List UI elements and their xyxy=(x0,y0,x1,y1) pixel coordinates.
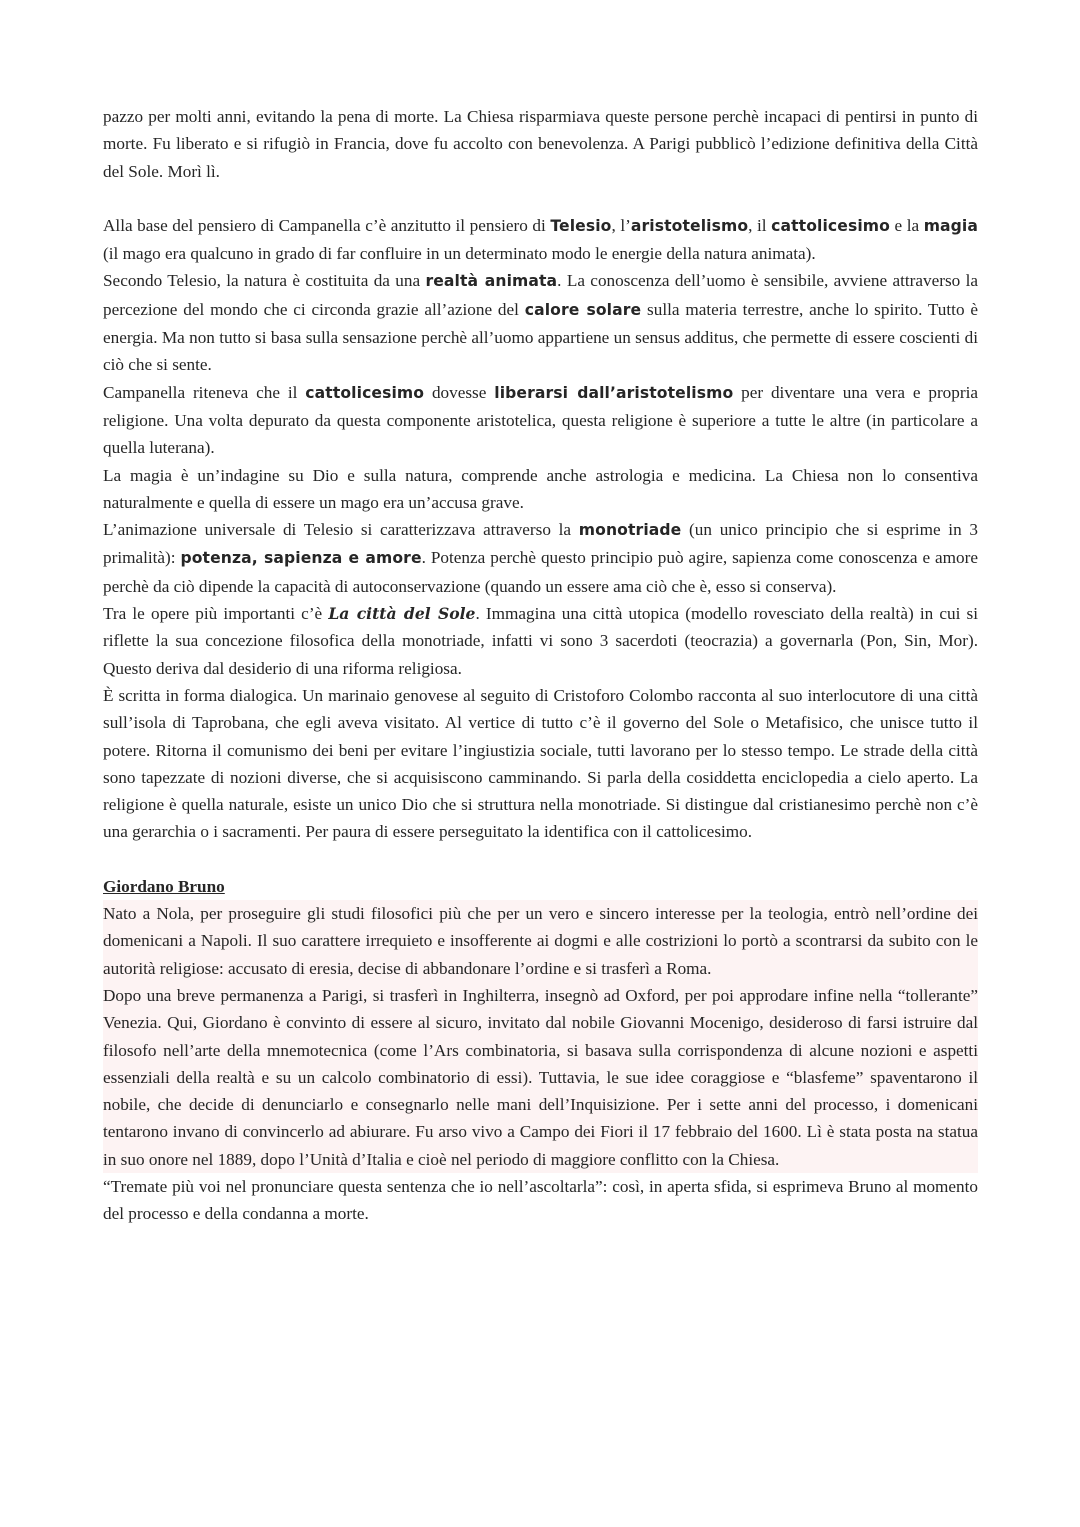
paragraph-bruno-viaggi: Dopo una breve permanenza a Parigi, si trasferì in Inghilterra, insegnò ad Oxford, per poi approdare infine nella “tollerante” Venezia. Qui, Giordano è convinto di essere al sicuro, invitato dal nobile Giovanni Mocenigo, desideroso di farsi istruire dal filosofo nell’arte della mnemotecnica (come l’Ars combinatoria, si basava sulla corrispondenza di alcune nozioni e aspetti essenziali della realtà e su un calcolo combinatorio di essi). Tuttavia, le sue idee coraggiose e “blasfeme” spaventarono il nobile, che decide di denunciarlo e consegnarlo nelle mani dell’Inquisizione. Per i sette anni del processo, i domenicani tentarono invano di convincerlo ad abiurare. Fu arso vivo a Campo dei Fiori il 17 febbraio del 1600. Lì è stata posta na statua in suo onore nel 1889, dopo l’Unità d’Italia e cioè nel periodo di maggiore conflitto con la Chiesa. xyxy=(103,982,978,1173)
text-span: Campanella riteneva che il xyxy=(103,382,306,402)
text-span: Secondo Telesio, la natura è costituita da una xyxy=(103,271,426,291)
bold-term-monotriade: monotriade xyxy=(578,521,682,540)
paragraph-dialogica: È scritta in forma dialogica. Un marinaio genovese al seguito di Cristoforo Colombo racconta al suo interlocutore di una città sull’isola di Taprobana, che egli aveva visitato. Al vertice di tutto c’è il governo del Sole o Metafisico, che unisce tutto il potere. Ritorna il comunismo dei beni per evitare l’ingiustizia sociale, tutti lavorano per lo stesso tempo. Le strade della città sono tapezzate di nozioni diverse, che si acquisiscono camminando. Si parla della cosiddetta enciclopedia a cielo aperto. La religione è quella naturale, esiste un unico Dio che si struttura nella monotriade. Si distingue dal cristianesimo perchè non c’è una gerarchia o i sacramenti. Per paura di essere perseguitato la identifica con il cattolicesimo. xyxy=(103,685,978,842)
bold-term-telesio: Telesio xyxy=(550,216,612,235)
bold-term-calore-solare: calore solare xyxy=(524,300,642,319)
text-span: . Immagina una città utopica (modello rovesciato della realtà) in cui si riflette la sua concezione filosofica della monotriade, infatti vi sono 3 sacerdoti (teocrazia) a governarla (Pon, Sin, Mor). Questo deriva dal desiderio di una riforma religiosa. xyxy=(103,604,978,678)
text-span: (il mago era qualcuno in grado di far confluire in un determinato modo le energie della natura animata). xyxy=(103,244,816,264)
bold-term-liberarsi: liberarsi dall’aristotelismo xyxy=(494,383,734,402)
bold-term-aristotelismo: aristotelismo xyxy=(630,216,749,235)
paragraph-bruno-nascita: Nato a Nola, per proseguire gli studi filosofici più che per un vero e sincero interesse per la teologia, entrò nell’ordine dei domenicani a Napoli. Il suo carattere irrequieto e insofferente ai dogmi e alle costrizioni lo portò a scontrarsi da subito con le autorità religiose: accusato di eresia, decise di abbandonare l’ordine e si trasferì a Roma. xyxy=(103,900,978,982)
section-heading-giordano-bruno: Giordano Bruno xyxy=(103,876,225,896)
text-span: Alla base del pensiero di Campanella c’è anzitutto il pensiero di xyxy=(103,215,551,235)
paragraph-bruno-citazione: “Tremate più voi nel pronunciare questa sentenza che io nell’ascoltarla”: così, in aperta sfida, si esprimeva Bruno al momento del processo e della condanna a morte. xyxy=(103,1176,978,1224)
text-span: , l’ xyxy=(611,215,631,235)
paragraph-cattolicesimo xyxy=(103,379,978,462)
paragraph-opere xyxy=(103,600,978,682)
paragraph-gap xyxy=(103,846,978,873)
paragraph-telesio xyxy=(103,267,978,378)
text-span: sulla materia terrestre, anche lo spirito. Tutto è energia. Ma non tutto si basa sulla sensazione perchè all’uomo appartiene un sensus additus, che permette di essere coscienti di ciò che si sente. xyxy=(103,299,979,375)
text-span: (un unico principio che si esprime in 3 primalità): xyxy=(103,520,978,568)
text-span: . Potenza perchè questo principio può agire, sapienza come conoscenza e amore perchè da ciò dipende la capacità di autoconservazione (quando un essere ama ciò che è, esso si conserva). xyxy=(103,548,978,596)
paragraph-base-pensiero xyxy=(103,212,978,268)
bold-term-cattolicesimo: cattolicesimo xyxy=(771,216,890,235)
paragraph-monotriade xyxy=(103,516,978,600)
paragraph-intro: pazzo per molti anni, evitando la pena di morte. La Chiesa risparmiava queste persone perchè incapaci di pentirsi in punto di morte. Fu liberato e si rifugiò in Francia, dove fu accolto con benevolenza. A Parigi pubblicò l’edizione definitiva della Città del Sole. Morì lì. xyxy=(103,107,978,181)
bold-term-potenza-sapienza-amore: potenza, sapienza e amore xyxy=(180,549,422,568)
text-span: Tra le opere più importanti c’è xyxy=(103,604,329,624)
paragraph-magia: La magia è un’indagine su Dio e sulla natura, comprende anche astrologia e medicina. La Chiesa non lo consentiva naturalmente e quella di essere un mago era un’accusa grave. xyxy=(103,465,978,512)
text-span: per diventare una vera e propria religione. Una volta depurato da questa componente aristotelica, questa religione è superiore a tutte le altre (in particolare a quella luterana). xyxy=(103,382,978,458)
text-span: . La conoscenza dell’uomo è sensibile, avviene attraverso la percezione del mondo che ci circonda grazie all’azione del xyxy=(103,271,978,319)
bold-term-realta-animata: realtà animata xyxy=(425,272,558,291)
bold-term-cattolicesimo: cattolicesimo xyxy=(305,383,425,402)
text-span: dovesse xyxy=(424,382,495,402)
text-span: e la xyxy=(889,215,924,235)
bold-term-magia: magia xyxy=(923,216,978,235)
title-citta-del-sole: La città del Sole xyxy=(328,604,476,624)
document-page xyxy=(103,103,978,1228)
paragraph-gap xyxy=(103,185,978,212)
text-span: , il xyxy=(748,215,772,235)
text-span: L’animazione universale di Telesio si caratterizzava attraverso la xyxy=(103,520,579,540)
